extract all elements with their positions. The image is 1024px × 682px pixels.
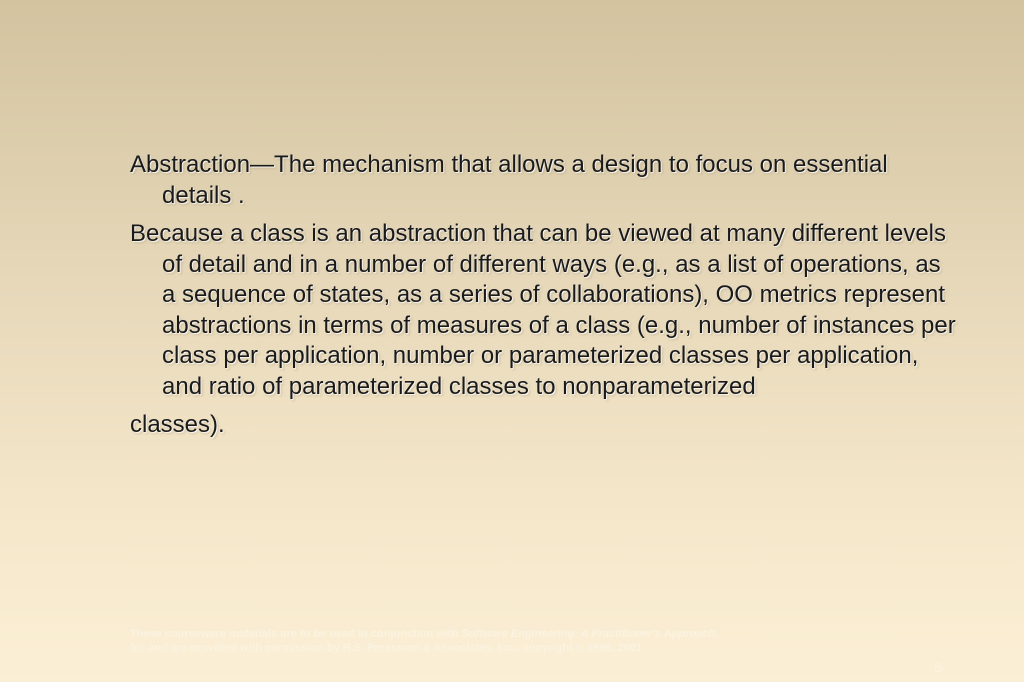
footer-prefix: These courseware materials are to be used in conjunction with (130, 628, 462, 640)
footer-suffix: 5/e and are provided with permission by R.S. Pressman & Associates, Inc., copyright © 1996, 2001 (130, 642, 643, 654)
class-abstraction-continuation: classes). (130, 411, 225, 438)
copyright-footer (130, 627, 930, 655)
class-abstraction-paragraph: Because a class is an abstraction that can be viewed at many different levels of detail and in a number of different ways (e.g., as a list of operations, as a sequence of states, as a series of collaborations), OO metrics represent abstractions in terms of measures of a class (e.g., number of instances per class per application, number or parameterized classes per application, and ratio of parameterized classes to nonparameterized (130, 220, 956, 400)
abstraction-definition: Abstraction—The mechanism that allows a design to focus on essential details . (130, 151, 888, 209)
footer-book-title: Software Engineering: A Practitioner's Approach, (461, 628, 719, 640)
slide-number: 6 (934, 659, 942, 675)
slide-body (130, 150, 960, 449)
